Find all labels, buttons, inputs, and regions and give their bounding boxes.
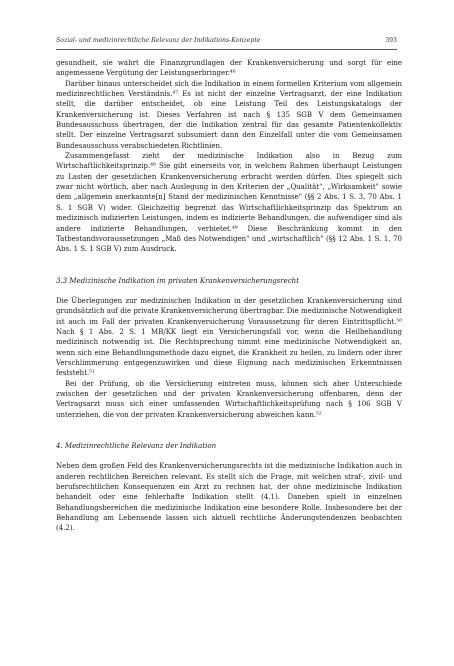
paragraph: Bei der Prüfung, ob die Versicherung eintreten muss, können sich aber Unterschiede zwischen der gesetzlichen und der privaten Krankenversicherung offenbaren, denn der Vertragsarzt muss sich einer umfassenden Wirtschaftlichkeitsprüfung nach § 106 SGB V unterziehen, die von der privaten Krankenversicherung abweichen kann.⁵² xyxy=(56,379,402,419)
section-spacer xyxy=(56,286,402,296)
body-text xyxy=(56,58,402,534)
section-spacer xyxy=(56,420,402,441)
section-heading: 3.3 Medizinische Indikation im privaten Krankenversicherungsrecht xyxy=(56,276,300,285)
section-spacer xyxy=(56,255,402,276)
running-header xyxy=(56,37,397,50)
section-spacer xyxy=(56,451,402,461)
running-header-title: Sozial- und medizinrechtliche Relevanz der Indikations-Konzepte xyxy=(56,37,261,44)
paragraph: Neben dem großen Feld des Krankenversicherungsrechts ist die medizinische Indikation auch in anderen rechtlichen Bereichen relevant. Es stellt sich die Frage, mit welchen straf-, zivil- und berufsrechtlichen Konsequenzen ein Arzt zu rechnen hat, der ohne medizinische Indikation behandelt oder eine fehlerhafte Indikation stellt (4.1). Daneben spielt in einzelnen Behandlungsbereichen die medizinische Indikation eine besondere Rolle. Insbesondere bei der Behandlung am Lebensende lassen sich aktuell rechtliche Änderungstendenzen beobachten (4.2). xyxy=(56,462,402,533)
paragraph: gesundheit, sie wahrt die Finanzgrundlagen der Krankenversicherung und sorgt für eine angemessene Vergütung der Leistungserbringer.⁴⁶ xyxy=(56,59,402,78)
page-number: 393 xyxy=(385,37,397,44)
paragraph: Die Überlegungen zur medizinischen Indikation in der gesetzlichen Krankenversicherung sind grundsätzlich auf die private Krankenversicherung übertragbar. Die medizinische Notwendigkeit ist auch im Fall der privaten Krankenversicherung Voraussetzung für deren Eintrittspflicht.⁵⁰ Nach § 1 Abs. 2 S. 1 MB/KK liegt ein Versicherungsfall vor, wenn die Heilbehandlung medizinisch notwendig ist. Die Rechtsprechung nimmt eine medizinische Notwendigkeit an, wenn sich eine Behandlungsmethode dazu eignet, die Krankheit zu heilen, zu lindern oder ihrer Verschlimmerung entgegenzuwirken und diese Eignung nach medizinischen Erkenntnissen feststeht.⁵¹ xyxy=(56,296,402,378)
section-heading: 4. Medizinrechtliche Relevanz der Indikation xyxy=(56,442,217,450)
paragraph: Zusammengefasst zieht der medizinische Indikation also in Bezug zum Wirtschaftlichkeitsprinzip.⁴⁸ Sie gibt einerseits vor, in welchem Rahmen überhaupt Leistungen zu Lasten der gesetzlichen Krankenversicherung erbracht werden dürfen. Dies spiegelt sich zwar nicht wörtlich, aber nach Auslegung in den Kriterien der „Qualität", „Wirksamkeit" sowie dem „allgemein anerkannte[n] Stand der medizinischen Kenntnisse" (§§ 2 Abs. 1 S. 3, 70 Abs. 1 S. 1 SGB V) wider. Gleichzeitig begrenzt das Wirtschaftlichkeitsprinzip das Spektrum an medizinisch indizierten Leistungen, indem es indizierte Behandlungen, die aufwendiger sind als andere indizierte Behandlungen, verbietet.⁴⁹ Diese Beschränkung kommt in den Tatbestandsvoraussetzungen „Maß des Notwendigen" und „wirtschaftlich" (§§ 12 Abs. 1 S. 1, 70 Abs. 1 S. 1 SGB V) zum Ausdruck. xyxy=(56,152,402,254)
paragraph: Darüber hinaus unterscheidet sich die Indikation in einem formellen Kriterium vom allgemein medizinrechtlichen Verständnis.⁴⁷ Es ist nicht der einzelne Vertragsarzt, der eine Indikation stellt, die darüber entscheidet, ob eine Leistung Teil des Leistungskatalogs der Krankenversicherung ist. Dieses Verfahren ist nach § 135 SGB V dem Gemeinsamen Bundesausschuss übertragen, der die Indikation zentral für das gesamte Patientenkollektiv stellt. Der einzelne Vertragsarzt subsumiert dann den Einzelfall unter die vom Gemeinsamen Bundesausschuss verabschiedeten Richtlinien. xyxy=(56,79,402,150)
